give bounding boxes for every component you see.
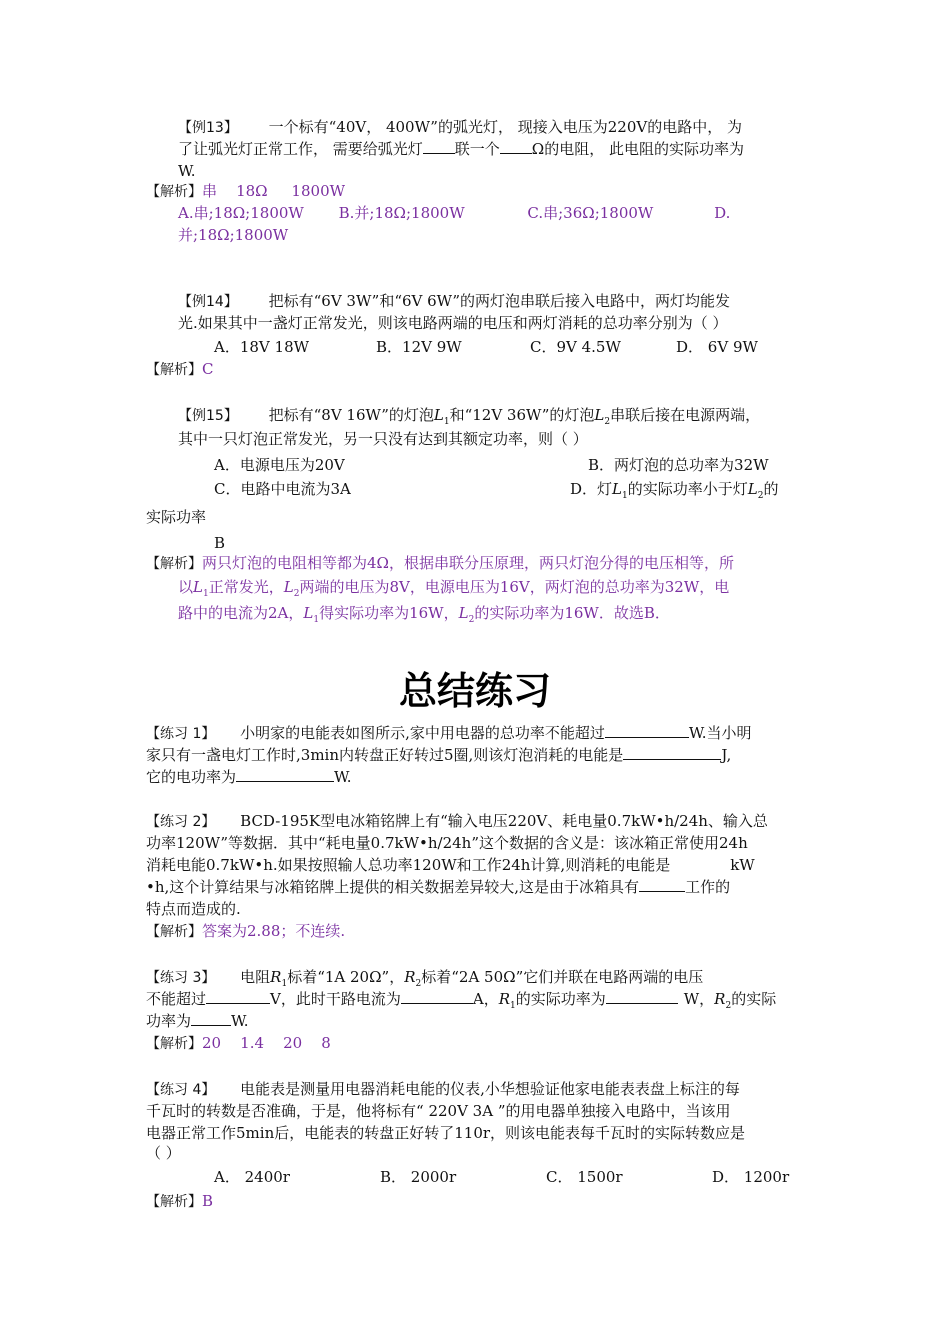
p1-line3: 它的电功率为 W. <box>146 768 352 786</box>
ex14-tag: 【例14】 <box>178 294 238 310</box>
ex13-line2: 了让弧光灯正常工作， 需要给弧光灯 联一个 Ω的电阻， 此电阻的实际功率为 <box>178 140 745 158</box>
blank[interactable] <box>206 989 270 1004</box>
p1-line2: 家只有一盏电灯工作时,3min内转盘正好转过5圈,则该灯泡消耗的电能是 J, <box>146 746 732 764</box>
option-d: D． 1200r <box>712 1168 790 1186</box>
blank[interactable] <box>606 989 678 1004</box>
option-d: D. <box>714 204 731 222</box>
p2-answer: 【解析】答案为2.88；不连续. <box>146 922 346 940</box>
p2-line5: 特点而造成的. <box>146 900 241 918</box>
ex15-line2: 其中一只灯泡正常发光，另一只没有达到其额定功率，则（ ） <box>178 430 588 448</box>
p4-line3: 电器正常工作5min后，电能表的转盘正好转了110r，则该电能表每千瓦时的实际转数应是 <box>146 1124 746 1142</box>
option-d: D．灯$L_1$的实际功率小于灯$L_2$的 <box>570 480 779 501</box>
ex13-option-d-cont: 并;18Ω;1800W <box>178 226 289 244</box>
blank[interactable] <box>236 767 334 782</box>
ex13-line1: 【例13】 一个标有“40V， 400W”的弧光灯， 现接入电压为220V的电路中， 为 <box>178 118 742 136</box>
option-c: C．9V 4.5W <box>530 338 621 356</box>
option-d: D． 6V 9W <box>676 338 758 356</box>
p2-line2: 功率120W”等数据．其中“耗电量0.7kW•h/24h”这个数据的含义是：该冰箱正常使用24h <box>146 834 748 852</box>
blank[interactable] <box>401 989 473 1004</box>
blank[interactable] <box>500 139 532 154</box>
option-c: C． 1500r <box>546 1168 623 1186</box>
p4-answer: 【解析】B <box>146 1192 214 1210</box>
option-b: B．两灯泡的总功率为32W <box>588 456 769 474</box>
p1-line1: 【练习 1】 小明家的电能表如图所示,家中用电器的总功率不能超过 W.当小明 <box>146 724 752 742</box>
blank[interactable] <box>639 877 685 892</box>
blank[interactable] <box>670 855 718 870</box>
ex15-tag: 【例15】 <box>178 408 238 424</box>
option-a: A． 2400r <box>214 1168 290 1186</box>
blank[interactable] <box>423 139 455 154</box>
p4-line1: 【练习 4】 电能表是测量用电器消耗电能的仪表,小华想验证他家电能表表盘上标注的每 <box>146 1080 740 1098</box>
p2-line3: 消耗电能0.7kW•h.如果按照输人总功率120W和工作24h计算,则消耗的电能是 kW <box>146 856 755 874</box>
option-a: A．电源电压为20V <box>214 456 345 474</box>
ex13-tag: 【例13】 <box>178 120 238 136</box>
p4-tag: 【练习 4】 <box>146 1082 216 1098</box>
ex14-line1: 【例14】 把标有“6V 3W”和“6V 6W”的两灯泡串联后接入电路中，两灯均能发 <box>178 292 731 310</box>
p2-line1: 【练习 2】 BCD-195K型电冰箱铭牌上有“输入电压220V、耗电量0.7kW•h/24h、输入总 <box>146 812 768 830</box>
ex13-answer: 【解析】串 18Ω 1800W <box>146 182 346 200</box>
ex13-options <box>178 202 730 224</box>
ex15-explain-3: 路中的电流为2A，$L_1$得实际功率为16W，$L_2$的实际功率为16W．故选B． <box>178 604 670 625</box>
option-c: C.串;36Ω;1800W <box>527 204 654 222</box>
ex15-explain-2: 以$L_1$正常发光，$L_2$两端的电压为8V，电源电压为16V，两灯泡的总功率为32W，电 <box>178 578 730 599</box>
p3-tag: 【练习 3】 <box>146 970 216 986</box>
p3-answer: 【解析】20 1.4 20 8 <box>146 1034 331 1052</box>
blank[interactable] <box>191 1011 231 1026</box>
ex15-answer-letter: B <box>214 534 226 552</box>
option-b: B.并;18Ω;1800W <box>338 204 465 222</box>
p2-tag: 【练习 2】 <box>146 814 216 830</box>
option-b: B．12V 9W <box>376 338 462 356</box>
ex14-answer: 【解析】C <box>146 360 214 378</box>
p1-tag: 【练习 1】 <box>146 726 216 742</box>
blank[interactable] <box>623 745 721 760</box>
option-b: B． 2000r <box>380 1168 457 1186</box>
p3-line1: 【练习 3】 电阻$R_1$标着“1A 20Ω”，$R_2$标着“2A 50Ω”它们并联在电路两端的电压 <box>146 968 704 989</box>
option-a: A.串;18Ω;1800W <box>178 204 304 222</box>
ex15-explain-1: 【解析】两只灯泡的电阻相等都为4Ω，根据串联分压原理，两只灯泡分得的电压相等，所 <box>146 554 734 572</box>
ex15-option-d-cont: 实际功率 <box>146 508 207 526</box>
p4-line4: （ ） <box>146 1144 181 1162</box>
ex13-line3: W. <box>178 162 196 180</box>
section-title: 总结练习 <box>398 669 551 713</box>
p2-line4: •h,这个计算结果与冰箱铭牌上提供的相关数据差异较大,这是由于冰箱具有 工作的 <box>146 878 731 896</box>
option-c: C．电路中电流为3A <box>214 480 351 498</box>
option-a: A．18V 18W <box>214 338 310 356</box>
p4-line2: 千瓦时的转数是否准确，于是，他将标有“ 220V 3A ”的用电器单独接入电路中，当该用 <box>146 1102 731 1120</box>
p3-line3: 功率为 W. <box>146 1012 249 1030</box>
blank[interactable] <box>605 723 689 738</box>
p3-line2: 不能超过 V，此时干路电流为 A，$R_1$的实际功率为 W，$R_2$的实际 <box>146 990 777 1011</box>
ex15-line1: 【例15】 把标有“8V 16W”的灯泡$L_1$和“12V 36W”的灯泡$L_2$串联后接在电源两端， <box>178 406 761 427</box>
ex14-line2: 光.如果其中一盏灯正常发光，则该电路两端的电压和两灯消耗的总功率分别为（ ） <box>178 314 728 332</box>
